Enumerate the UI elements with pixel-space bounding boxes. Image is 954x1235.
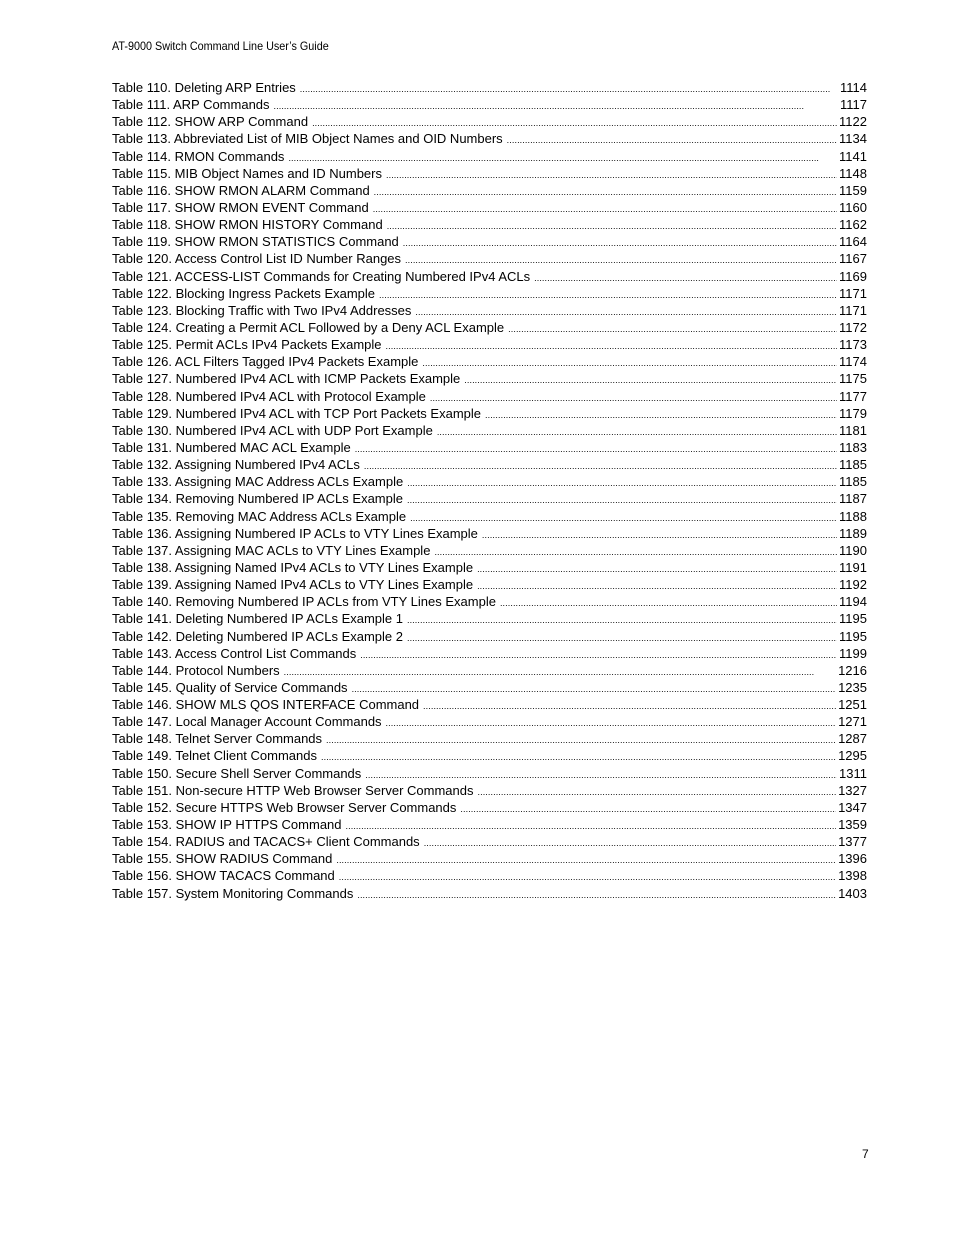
toc-entry[interactable]: [112, 850, 867, 867]
toc-entry-title: Table 135. Removing MAC Address ACLs Example: [112, 508, 407, 524]
toc-entry-page: 1251: [838, 697, 867, 713]
toc-entry-page: 1311: [839, 765, 867, 781]
toc-entry-title: Table 155. SHOW RADIUS Command: [112, 851, 333, 867]
toc-entry-page: 1117: [840, 97, 867, 113]
toc-entry[interactable]: [112, 765, 867, 782]
toc-entry[interactable]: [112, 662, 867, 679]
toc-entry-page: 1194: [839, 594, 867, 610]
toc-entry[interactable]: [112, 165, 867, 182]
dot-leader: [430, 390, 837, 407]
toc-entry[interactable]: [112, 353, 867, 370]
dot-leader: [374, 184, 837, 201]
toc-entry-title: Table 132. Assigning Numbered IPv4 ACLs: [112, 457, 360, 473]
toc-entry[interactable]: [112, 388, 867, 405]
toc-entry[interactable]: [112, 405, 867, 422]
toc-entry[interactable]: [112, 456, 867, 473]
toc-entry-title: Table 124. Creating a Permit ACL Followed by a Deny ACL Example: [112, 319, 505, 335]
toc-entry-page: 1148: [839, 165, 867, 181]
dot-leader: [500, 595, 837, 612]
toc-entry-page: 1181: [839, 422, 867, 438]
dot-leader: [407, 475, 837, 492]
toc-entry[interactable]: [112, 679, 867, 696]
toc-entry-title: Table 146. SHOW MLS QOS INTERFACE Command: [112, 697, 420, 713]
dot-leader: [407, 612, 837, 629]
dot-leader: [387, 218, 837, 235]
dot-leader: [507, 132, 837, 149]
toc-entry-page: 1141: [839, 148, 867, 164]
toc-entry-title: Table 136. Assigning Numbered IP ACLs to VTY Lines Example: [112, 525, 478, 541]
toc-entry-page: 1359: [838, 817, 867, 833]
dot-leader: [437, 424, 837, 441]
toc-entry-title: Table 110. Deleting ARP Entries: [112, 80, 296, 95]
dot-leader: [407, 630, 837, 647]
toc-entry-title: Table 151. Non-secure HTTP Web Browser Server Commands: [112, 782, 474, 798]
toc-entry[interactable]: [112, 285, 867, 302]
toc-entry-page: 1398: [838, 868, 867, 884]
toc-entry-page: 1396: [838, 851, 867, 867]
dot-leader: [460, 801, 836, 818]
dot-leader: [352, 681, 837, 698]
toc-entry-title: Table 117. SHOW RMON EVENT Command: [112, 199, 369, 215]
toc-entry-title: Table 115. MIB Object Names and ID Numbers: [112, 165, 382, 181]
dot-leader: [339, 869, 836, 886]
dot-leader: [423, 698, 836, 715]
toc-entry[interactable]: [112, 233, 867, 250]
dot-leader: [326, 732, 836, 749]
toc-entry[interactable]: [112, 610, 867, 627]
dot-leader: [482, 527, 837, 544]
toc-entry-title: Table 152. Secure HTTPS Web Browser Server Commands: [112, 799, 457, 815]
toc-entry-page: 1172: [839, 319, 867, 335]
toc-entry[interactable]: [112, 96, 867, 113]
toc-entry[interactable]: [112, 439, 867, 456]
toc-entry[interactable]: [112, 182, 867, 199]
toc-entry-page: 1347: [838, 799, 867, 815]
toc-entry-title: Table 130. Numbered IPv4 ACL with UDP Port Example: [112, 422, 433, 438]
toc-entry[interactable]: [112, 250, 867, 267]
toc-entry-page: 1185: [839, 457, 867, 473]
toc-entry-page: 1327: [838, 782, 867, 798]
toc-entry-page: 1295: [838, 748, 867, 764]
dot-leader: [364, 458, 837, 475]
dot-leader: [300, 81, 838, 98]
toc-entry-page: 1190: [839, 542, 867, 558]
toc-entry-page: 1174: [839, 354, 867, 370]
dot-leader: [355, 441, 837, 458]
toc-entry[interactable]: [112, 422, 867, 439]
dot-leader: [478, 784, 837, 801]
toc-entry-title: Table 153. SHOW IP HTTPS Command: [112, 817, 342, 833]
toc-entry-title: Table 143. Access Control List Commands: [112, 645, 357, 661]
toc-entry-page: 1191: [839, 559, 867, 575]
dot-leader: [485, 407, 837, 424]
page-number: 7: [862, 1147, 869, 1161]
dot-leader: [321, 749, 836, 766]
toc-entry[interactable]: [112, 559, 867, 576]
toc-entry-title: Table 112. SHOW ARP Command: [112, 114, 309, 130]
toc-entry-title: Table 154. RADIUS and TACACS+ Client Commands: [112, 834, 420, 850]
toc-entry-title: Table 149. Telnet Client Commands: [112, 748, 317, 764]
toc-entry[interactable]: [112, 833, 867, 850]
toc-entry-title: Table 111. ARP Commands: [112, 97, 270, 113]
toc-entry-title: Table 139. Assigning Named IPv4 ACLs to VTY Lines Example: [112, 577, 474, 593]
toc-entry-page: 1183: [839, 439, 867, 455]
toc-entry-page: 1235: [838, 679, 867, 695]
toc-entry-page: 1287: [838, 731, 867, 747]
toc-entry-page: 1134: [839, 131, 867, 147]
dot-leader: [403, 235, 837, 252]
toc-entry[interactable]: [112, 713, 867, 730]
toc-entry-page: 1377: [838, 834, 867, 850]
toc-entry[interactable]: [112, 645, 867, 662]
toc-entry-page: 1162: [839, 217, 867, 233]
toc-entry[interactable]: [112, 730, 867, 747]
toc-entry-title: Table 133. Assigning MAC Address ACLs Example: [112, 474, 404, 490]
dot-leader: [508, 321, 837, 338]
toc-entry-page: 1171: [839, 285, 867, 301]
dot-leader: [357, 887, 836, 904]
dot-leader: [386, 715, 837, 732]
toc-entry[interactable]: [112, 490, 867, 507]
dot-leader: [434, 544, 837, 561]
dot-leader: [422, 355, 837, 372]
toc-entry-page: 1403: [838, 885, 867, 901]
toc-entry-page: 1189: [839, 525, 867, 541]
toc-entry-page: 1271: [838, 714, 867, 730]
toc-entry-title: Table 145. Quality of Service Commands: [112, 679, 348, 695]
toc-entry[interactable]: [112, 148, 867, 165]
toc-entry[interactable]: [112, 302, 867, 319]
toc-entry-title: Table 137. Assigning MAC ACLs to VTY Lines Example: [112, 542, 431, 558]
toc-entry-page: 1185: [839, 474, 867, 490]
toc-entry-title: Table 142. Deleting Numbered IP ACLs Example 2: [112, 628, 403, 644]
toc-entry-page: 1216: [838, 662, 867, 678]
toc-entry-page: 1187: [839, 491, 867, 507]
toc-entry-title: Table 129. Numbered IPv4 ACL with TCP Port Packets Example: [112, 405, 481, 421]
toc-entry-title: Table 138. Assigning Named IPv4 ACLs to VTY Lines Example: [112, 559, 474, 575]
toc-entry-page: 1195: [839, 628, 867, 644]
dot-leader: [284, 664, 836, 681]
toc-entry-page: 1164: [839, 234, 867, 250]
toc-entry-page: 1122: [839, 114, 867, 130]
toc-entry-page: 1114: [840, 80, 867, 95]
toc-entry-title: Table 113. Abbreviated List of MIB Object Names and OID Numbers: [112, 131, 503, 147]
toc-entry[interactable]: [112, 130, 867, 147]
toc-entry-page: 1179: [839, 405, 867, 421]
dot-leader: [379, 287, 837, 304]
toc-entry-title: Table 122. Blocking Ingress Packets Example: [112, 285, 376, 301]
toc-entry-page: 1192: [839, 577, 867, 593]
toc-entry-page: 1195: [839, 611, 867, 627]
toc-entry-title: Table 131. Numbered MAC ACL Example: [112, 439, 351, 455]
toc-entry[interactable]: [112, 508, 867, 525]
toc-entry-title: Table 121. ACCESS-LIST Commands for Creating Numbered IPv4 ACLs: [112, 268, 531, 284]
dot-leader: [477, 578, 837, 595]
dot-leader: [407, 492, 837, 509]
toc-entry-page: 1199: [839, 645, 867, 661]
dot-leader: [373, 201, 837, 218]
toc-entry[interactable]: [112, 628, 867, 645]
toc-entry-title: Table 157. System Monitoring Commands: [112, 885, 354, 901]
toc-entry-page: 1159: [839, 182, 867, 198]
toc-entry[interactable]: [112, 319, 867, 336]
toc-entry[interactable]: [112, 113, 867, 130]
toc-entry-title: Table 126. ACL Filters Tagged IPv4 Packets Example: [112, 354, 419, 370]
toc-entry-title: Table 150. Secure Shell Server Commands: [112, 765, 362, 781]
dot-leader: [424, 835, 836, 852]
toc-entry-page: 1169: [839, 268, 867, 284]
toc-entry-title: Table 125. Permit ACLs IPv4 Packets Example: [112, 337, 382, 353]
toc-entry-title: Table 123. Blocking Traffic with Two IPv4 Addresses: [112, 302, 412, 318]
toc-entry-title: Table 147. Local Manager Account Commands: [112, 714, 382, 730]
toc-entry-page: 1160: [839, 199, 867, 215]
toc-entry[interactable]: [112, 79, 867, 96]
table-of-contents: [112, 79, 867, 902]
toc-entry[interactable]: [112, 867, 867, 884]
dot-leader: [386, 338, 838, 355]
dot-leader: [274, 98, 838, 115]
toc-entry-title: Table 116. SHOW RMON ALARM Command: [112, 182, 370, 198]
toc-entry[interactable]: [112, 782, 867, 799]
toc-entry-title: Table 120. Access Control List ID Number Ranges: [112, 251, 402, 267]
toc-entry-page: 1175: [839, 371, 867, 387]
running-header: AT-9000 Switch Command Line User’s Guide: [112, 39, 329, 53]
toc-entry-title: Table 148. Telnet Server Commands: [112, 731, 323, 747]
toc-entry-title: Table 144. Protocol Numbers: [112, 662, 280, 678]
toc-entry[interactable]: [112, 576, 867, 593]
dot-leader: [360, 647, 837, 664]
dot-leader: [386, 167, 837, 184]
toc-entry[interactable]: [112, 799, 867, 816]
toc-entry-title: Table 141. Deleting Numbered IP ACLs Example 1: [112, 611, 403, 627]
dot-leader: [534, 270, 837, 287]
toc-entry[interactable]: [112, 473, 867, 490]
toc-entry[interactable]: [112, 747, 867, 764]
toc-entry-title: Table 156. SHOW TACACS Command: [112, 868, 335, 884]
dot-leader: [336, 852, 836, 869]
toc-entry-title: Table 127. Numbered IPv4 ACL with ICMP Packets Example: [112, 371, 461, 387]
toc-entry[interactable]: [112, 370, 867, 387]
toc-entry[interactable]: [112, 542, 867, 559]
toc-entry[interactable]: [112, 268, 867, 285]
toc-entry-title: Table 119. SHOW RMON STATISTICS Command: [112, 234, 399, 250]
toc-entry-page: 1167: [839, 251, 867, 267]
toc-entry[interactable]: [112, 336, 867, 353]
dot-leader: [464, 372, 837, 389]
toc-entry-title: Table 134. Removing Numbered IP ACLs Example: [112, 491, 403, 507]
toc-entry[interactable]: [112, 885, 867, 902]
toc-entry-page: 1173: [839, 337, 867, 353]
toc-entry-title: Table 118. SHOW RMON HISTORY Command: [112, 217, 383, 233]
dot-leader: [477, 561, 837, 578]
toc-entry[interactable]: [112, 199, 867, 216]
toc-entry-page: 1177: [839, 388, 867, 404]
toc-entry-page: 1171: [839, 302, 867, 318]
toc-entry-title: Table 114. RMON Commands: [112, 148, 285, 164]
toc-entry[interactable]: [112, 816, 867, 833]
toc-entry-title: Table 140. Removing Numbered IP ACLs from VTY Lines Example: [112, 594, 496, 610]
toc-entry[interactable]: [112, 696, 867, 713]
toc-entry[interactable]: [112, 525, 867, 542]
toc-entry[interactable]: [112, 216, 867, 233]
toc-entry-page: 1188: [839, 508, 867, 524]
toc-entry[interactable]: [112, 593, 867, 610]
toc-entry-title: Table 128. Numbered IPv4 ACL with Protocol Example: [112, 388, 426, 404]
